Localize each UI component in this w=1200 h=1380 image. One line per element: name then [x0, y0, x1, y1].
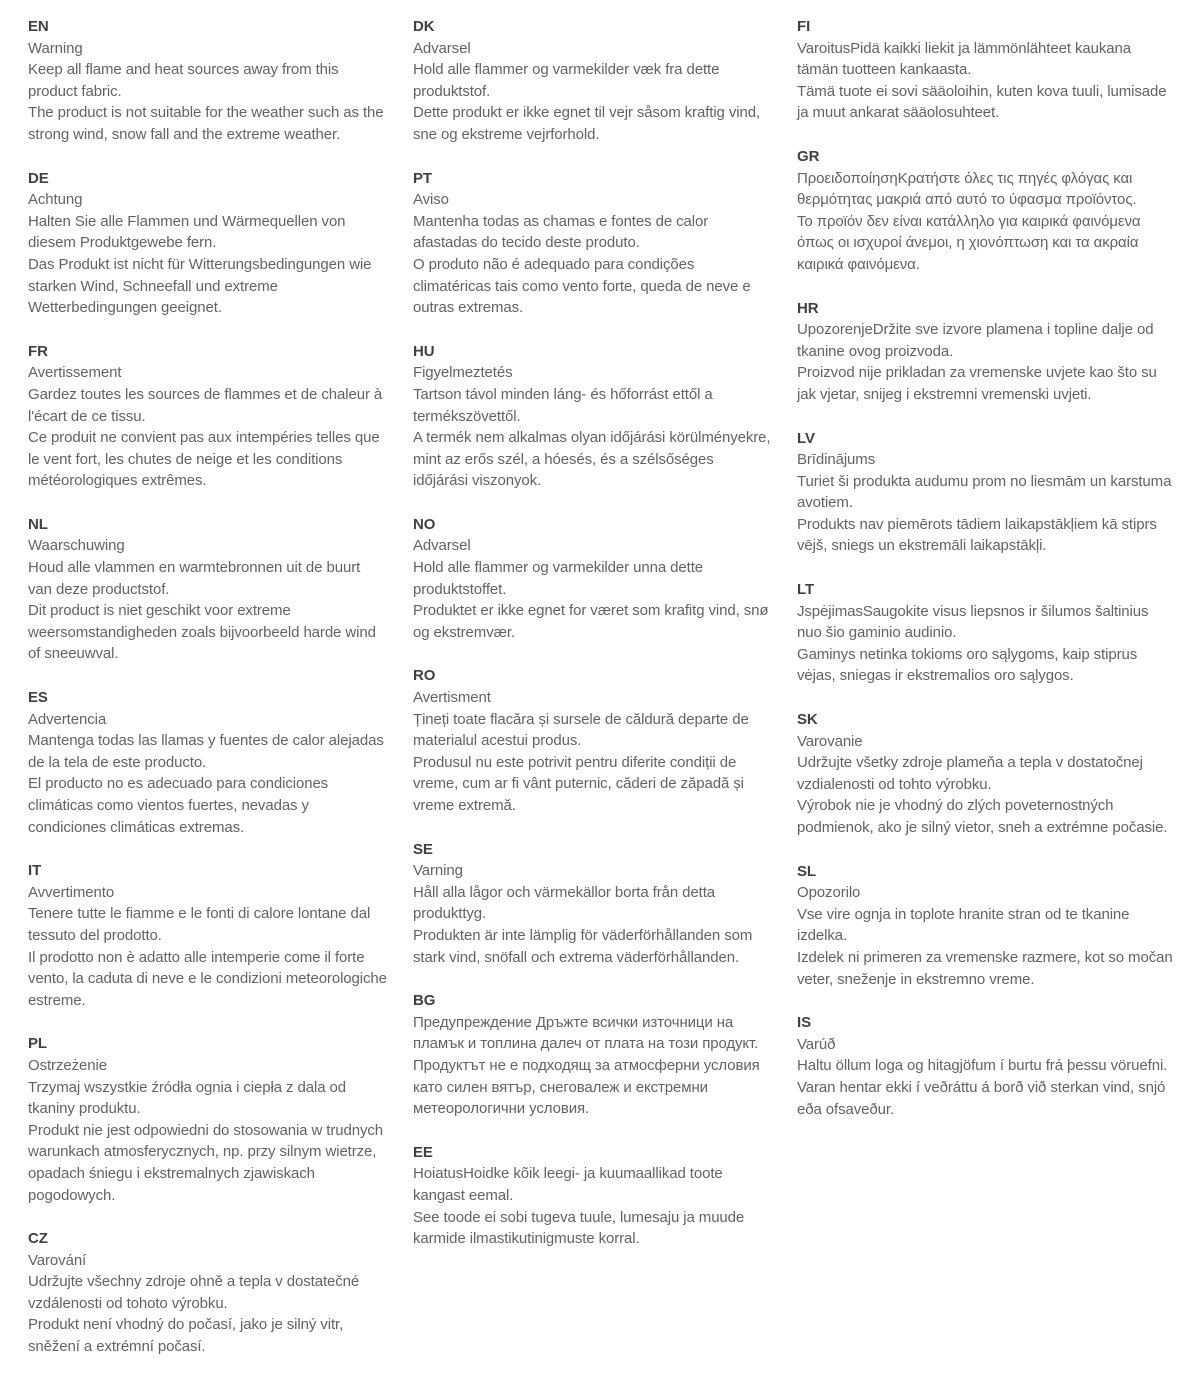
warning-paragraph: Trzymaj wszystkie źródła ognia i ciepła z dala od tkaniny produktu.	[28, 1078, 347, 1118]
language-code: GR	[797, 147, 820, 165]
language-section-de	[28, 168, 387, 319]
warning-paragraph: Varovanie	[797, 732, 863, 750]
warning-paragraph: The product is not suitable for the weather such as the strong wind, snow fall and the extreme weather.	[28, 104, 384, 143]
warning-paragraph: Produktet er ikke egnet for været som krafitg vind, snø og ekstremvær.	[413, 602, 769, 641]
warning-paragraph: A termék nem alkalmas olyan időjárási körülményekre, mint az erős szél, a hóesés, és a szélsőséges időjárási viszonyok.	[413, 429, 771, 490]
language-section-it	[28, 860, 387, 1011]
warning-paragraph: Tämä tuote ei sovi sääoloihin, kuten kova tuuli, lumisade ja muut ankarat sääolosuhteet.	[797, 82, 1167, 122]
language-code: LV	[797, 429, 815, 447]
warning-paragraph: VaroitusPidä kaikki liekit ja lämmönlähteet kaukana tämän tuotteen kankaasta.	[797, 39, 1131, 79]
language-section-ro	[413, 665, 771, 816]
warning-paragraph: Aviso	[413, 191, 449, 209]
warning-paragraph: Tenere tutte le fiamme e le fonti di calore lontane dal tessuto del prodotto.	[28, 905, 371, 944]
warning-paragraph: Waarschuwing	[28, 537, 125, 555]
warning-paragraph: Produkt není vhodný do počasí, jako je silný vitr, sněžení a extrémní počasí.	[28, 1316, 344, 1356]
warning-paragraph: Advertencia	[28, 710, 107, 728]
language-section-hr	[797, 298, 1174, 406]
warning-paragraph: HoiatusHoidke kõik leegi- ja kuumaallikad toote kangast eemal.	[413, 1165, 723, 1204]
warning-paragraph: Ce produit ne convient pas aux intempéries telles que le vent fort, les chutes de neige et les conditions météorologiques extrêmes.	[28, 429, 380, 490]
warning-paragraph: Opozorilo	[797, 884, 861, 902]
warning-paragraph: Avertissement	[28, 364, 122, 382]
language-section-se	[413, 839, 771, 969]
language-code: BG	[413, 992, 436, 1010]
language-section-lv	[797, 428, 1174, 558]
warning-paragraph: Produkt nie jest odpowiedni do stosowania w trudnych warunkach atmosferycznych, np. przy silnym wietrze, opadach śniegu i ekstremalnych zjawiskach pogodowych.	[28, 1121, 384, 1204]
language-code: EE	[413, 1143, 433, 1161]
language-code: CZ	[28, 1230, 48, 1248]
language-section-dk	[413, 16, 771, 146]
language-section-no	[413, 514, 771, 644]
language-section-fr	[28, 341, 387, 492]
warning-paragraph: Advarsel	[413, 537, 471, 555]
warning-paragraph: Dit product is niet geschikt voor extreme weersomstandigheden zoals bijvoorbeeld harde wind of sneeuwval.	[28, 602, 376, 663]
warning-paragraph: Vse vire ognja in toplote hranite stran od te tkanine izdelka.	[797, 905, 1130, 945]
warning-paragraph: Proizvod nije prikladan za vremenske uvjete kao što su jak vjetar, snijeg i ekstremni vremenski uvjeti.	[797, 364, 1157, 403]
language-section-lt	[797, 579, 1174, 687]
language-code: HR	[797, 299, 819, 317]
warning-paragraph: Varúð	[797, 1035, 836, 1053]
text-column-1	[28, 16, 413, 1380]
warning-paragraph: Ostrzeżenie	[28, 1056, 107, 1074]
warning-paragraph: Udržujte všechny zdroje ohně a tepla v dostatečné vzdálenosti od tohoto výrobku.	[28, 1273, 360, 1312]
language-section-pt	[413, 168, 771, 319]
language-code: FR	[28, 342, 48, 360]
language-code: LT	[797, 581, 815, 599]
warning-paragraph: Il prodotto non è adatto alle intemperie come il forte vento, la caduta di neve e le condizioni meteorologiche estreme.	[28, 948, 387, 1009]
warning-paragraph: Udržujte všetky zdroje plameňa a tepla v dostatočnej vzdialenosti od tohto výrobku.	[797, 754, 1143, 793]
warning-paragraph: Brīdinājums	[797, 451, 876, 469]
language-section-pl	[28, 1033, 387, 1206]
warning-paragraph: Το προϊόν δεν είναι κατάλληλο για καιρικά φαινόμενα όπως οι ισχυροί άνεμοι, η χιονόπτωση και τα ακραία καιρικά φαινόμενα.	[797, 212, 1141, 273]
warning-paragraph: Halten Sie alle Flammen und Wärmequellen von diesem Produktgewebe fern.	[28, 212, 346, 252]
warning-paragraph: Avvertimento	[28, 883, 115, 901]
language-code: SE	[413, 840, 433, 858]
warning-paragraph: Advarsel	[413, 39, 471, 57]
language-section-es	[28, 687, 387, 838]
warning-paragraph: Produkts nav piemērots tādiem laikapstākļiem kā stiprs vējš, sniegs un ekstremāli laikapstākļi.	[797, 515, 1157, 555]
text-column-3	[797, 16, 1200, 1380]
warning-paragraph: Håll alla lågor och värmekällor borta från detta produkttyg.	[413, 883, 716, 923]
warning-paragraph: O produto não é adequado para condições climatéricas tais como vento forte, queda de neve e outras extremas.	[413, 255, 751, 317]
language-code: IT	[28, 862, 42, 880]
language-code: SL	[797, 862, 816, 880]
warning-paragraph: Houd alle vlammen en warmtebronnen uit de buurt van deze productstof.	[28, 559, 361, 598]
language-section-bg	[413, 990, 771, 1120]
language-code: DK	[413, 18, 435, 35]
warning-paragraph: Varning	[413, 862, 463, 880]
language-code: FI	[797, 18, 811, 35]
warning-paragraph: UpozorenjeDržite sve izvore plamena i topline dalje od tkanine ovog proizvoda.	[797, 321, 1154, 360]
language-section-is	[797, 1012, 1174, 1120]
warning-paragraph: See toode ei sobi tugeva tuule, lumesaju ja muude karmide ilmastikutinigmuste korral.	[413, 1208, 745, 1248]
warning-paragraph: Avertisment	[413, 689, 491, 707]
warning-paragraph: Mantenga todas las llamas y fuentes de calor alejadas de la tela de este producto.	[28, 732, 384, 771]
warning-paragraph: Hold alle flammer og varmekilder unna dette produktstoffet.	[413, 559, 704, 598]
warning-paragraph: Țineți toate flacăra și sursele de căldură departe de materialul acestui produs.	[413, 710, 749, 750]
warning-paragraph: Izdelek ni primeren za vremenske razmere, kot so močan veter, sneženje in ekstremno vreme.	[797, 948, 1173, 988]
warning-paragraph: Предупреждение Дръжте всички източници на пламък и топлина далеч от плата на този продукт.	[413, 1013, 759, 1053]
language-section-cz	[28, 1228, 387, 1358]
warning-paragraph: Warning	[28, 39, 83, 57]
warning-paragraph: Výrobok nie je vhodný do zlých poveternostných podmienok, ako je silný vietor, sneh a extrémne počasie.	[797, 797, 1168, 836]
warning-paragraph: Figyelmeztetés	[413, 364, 513, 382]
warning-paragraph: Achtung	[28, 191, 83, 209]
language-section-gr	[797, 146, 1174, 276]
warning-paragraph: JspėjimasSaugokite visus liepsnos ir šilumos šaltinius nuo šio gaminio audinio.	[797, 602, 1149, 642]
warning-paragraph: Продуктът не е подходящ за атмосферни условия като силен вятър, снеговалеж и екстремни метеорологични условия.	[413, 1056, 760, 1118]
language-code: ES	[28, 689, 48, 707]
language-section-sk	[797, 709, 1174, 839]
language-section-sl	[797, 861, 1174, 991]
language-code: SK	[797, 711, 818, 729]
text-column-2	[413, 16, 797, 1380]
warning-paragraph: Gardez toutes les sources de flammes et de chaleur à l'écart de ce tissu.	[28, 385, 383, 425]
warning-paragraph: Produsul nu este potrivit pentru diferite condiții de vreme, cum ar fi vânt puternic, căderi de zăpadă și vreme extremă.	[413, 753, 744, 814]
language-code: HU	[413, 342, 435, 360]
language-section-nl	[28, 514, 387, 665]
warning-paragraph: Dette produkt er ikke egnet til vejr såsom kraftig vind, sne og ekstreme vejrforhold.	[413, 104, 761, 143]
language-section-hu	[413, 341, 771, 492]
warning-paragraph: Tartson távol minden láng- és hőforrást ettől a termékszövettől.	[413, 385, 713, 425]
warning-paragraph: Haltu öllum loga og hitagjöfum í burtu frá þessu vöruefni.	[797, 1057, 1168, 1075]
language-code: NO	[413, 515, 436, 533]
warning-paragraph: Produkten är inte lämplig för väderförhållanden som stark vind, snöfall och extrema väderförhållanden.	[413, 926, 753, 966]
warning-paragraph: Das Produkt ist nicht für Witterungsbedingungen wie starken Wind, Schneefall und extreme Wetterbedingungen geeignet.	[28, 255, 372, 317]
warning-paragraph: Varování	[28, 1251, 87, 1269]
warning-paragraph: Gaminys netinka tokioms oro sąlygoms, kaip stiprus vėjas, sniegas ir ekstremalios oro sąlygos.	[797, 645, 1138, 685]
warning-paragraph: Hold alle flammer og varmekilder væk fra dette produktstof.	[413, 61, 720, 100]
language-section-fi	[797, 16, 1174, 124]
warning-paragraph: Turiet ši produkta audumu prom no liesmām un karstuma avotiem.	[797, 472, 1172, 512]
warning-paragraph: ΠροειδοποίησηΚρατήστε όλες τις πηγές φλόγας και θερμότητας μακριά από αυτό το ύφασμα προϊόντος.	[797, 169, 1137, 209]
language-section-en	[28, 16, 387, 146]
language-code: IS	[797, 1014, 811, 1032]
warning-paragraph: El producto no es adecuado para condiciones climáticas como vientos fuertes, nevadas y condiciones climáticas extremas.	[28, 775, 329, 836]
warning-paragraph: Keep all flame and heat sources away from this product fabric.	[28, 61, 339, 100]
language-code: EN	[28, 18, 49, 35]
language-section-ee	[413, 1142, 771, 1250]
warning-paragraph: Varan hentar ekki í veðráttu á borð við sterkan vind, snjó eða ofsaveður.	[797, 1078, 1166, 1118]
language-code: NL	[28, 515, 48, 533]
warning-paragraph: Mantenha todas as chamas e fontes de calor afastadas do tecido deste produto.	[413, 212, 709, 252]
language-code: PL	[28, 1035, 47, 1053]
language-code: RO	[413, 667, 436, 685]
language-code: DE	[28, 169, 49, 187]
language-code: PT	[413, 169, 432, 187]
